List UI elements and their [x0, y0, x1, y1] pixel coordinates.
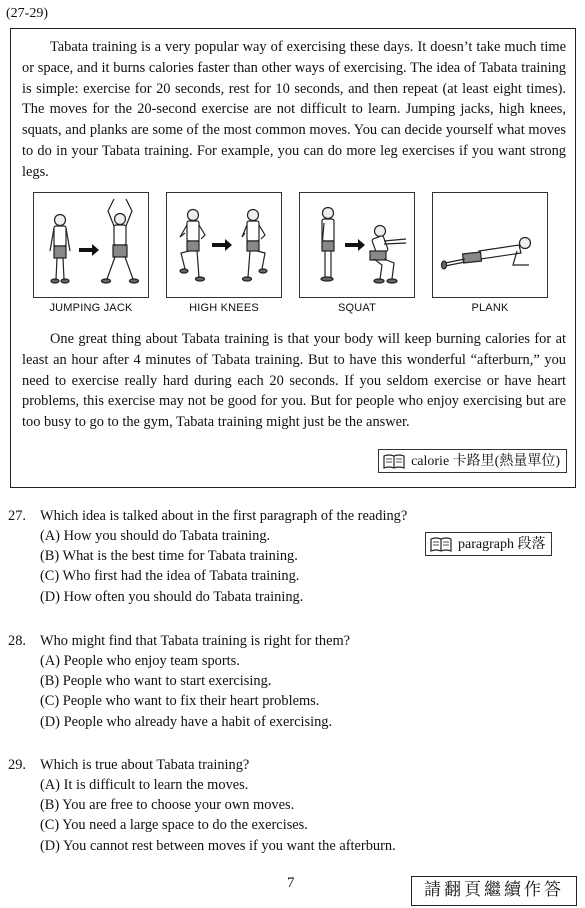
figure-caption: PLANK [471, 302, 509, 314]
figure-jumping-jack [33, 192, 149, 314]
plank-illustration [433, 193, 547, 297]
answer-option-c[interactable]: (C) People who want to fix their heart problems. [40, 693, 320, 710]
answer-option-d[interactable]: (D) How often you should do Tabata training. [40, 588, 304, 605]
squat-illustration [300, 193, 414, 297]
answer-option-b[interactable]: (B) You are free to choose your own moves. [40, 797, 295, 814]
answer-option-a[interactable]: (A) How you should do Tabata training. [40, 528, 271, 544]
reading-paragraph-2: One great thing about Tabata training is that your body will keep burning calories for at least an hour after 4 minutes of Tabata training. But to have this wonderful “afterburn,” you need to exercise really hard during each 20 seconds. If you seldom exercise or have heart problems, this exercise may not be good for you. But for people who enjoy exercising but are too busy to go to the gym, Tabata training might just be the answer. [22, 331, 566, 431]
book-icon [383, 454, 405, 469]
figure-caption: HIGH KNEES [189, 302, 259, 314]
question-27 [8, 506, 407, 607]
gloss-paragraph-text: paragraph 段落 [458, 537, 546, 552]
page-number: 7 [287, 875, 295, 891]
high-knees-illustration [167, 193, 281, 297]
figure-caption: SQUAT [337, 302, 377, 314]
question-text: Which is true about Tabata training? [40, 757, 250, 773]
answer-option-c[interactable]: (C) You need a large space to do the exercises. [40, 817, 308, 834]
question-29 [8, 755, 396, 856]
reading-paragraph-1: Tabata training is a very popular way of exercising these days. It doesn’t take much time or space, and it burns calories faster than other ways of exercising. The idea of Tabata training is simple: exercise for 20 seconds, rest for 10 seconds, and then repeat (at least eight times). The moves for the 20-second exercise are not difficult to learn. Jumping jacks, high knees, squats, and planks are some of the most common moves. You can decide yourself what moves to do in your Tabata training. For example, you can do more leg exercises if you want strong legs. [22, 39, 566, 180]
question-text: Who might find that Tabata training is right for them? [40, 633, 351, 649]
question-28 [8, 631, 350, 732]
gloss-paragraph [425, 532, 552, 556]
question-number: 27. [8, 508, 26, 524]
question-number: 28. [8, 633, 26, 649]
figure-high-knees [166, 192, 282, 314]
question-number: 29. [8, 757, 26, 773]
answer-option-b[interactable]: (B) People who want to start exercising. [40, 673, 272, 690]
gloss-calorie-text: calorie 卡路里(熱量單位) [411, 454, 560, 469]
gloss-calorie [378, 449, 567, 473]
answer-option-a[interactable]: (A) It is difficult to learn the moves. [40, 777, 249, 793]
question-text: Which idea is talked about in the first paragraph of the reading? [40, 508, 408, 524]
turn-page-notice: 請翻頁繼續作答 [411, 876, 577, 906]
exercise-figures [33, 192, 553, 320]
answer-option-d[interactable]: (D) People who already have a habit of exercising. [40, 713, 333, 730]
jumping-jack-illustration [34, 193, 148, 297]
answer-option-a[interactable]: (A) People who enjoy team sports. [40, 653, 240, 669]
answer-option-d[interactable]: (D) You cannot rest between moves if you want the afterburn. [40, 837, 396, 854]
book-icon [430, 537, 452, 552]
answer-option-b[interactable]: (B) What is the best time for Tabata training. [40, 548, 298, 565]
figure-caption: JUMPING JACK [49, 302, 133, 314]
answer-option-c[interactable]: (C) Who first had the idea of Tabata training. [40, 568, 300, 585]
reading-passage-box [10, 28, 576, 488]
question-range: (27-29) [6, 6, 48, 21]
figure-squat [299, 192, 415, 314]
figure-plank [432, 192, 548, 314]
